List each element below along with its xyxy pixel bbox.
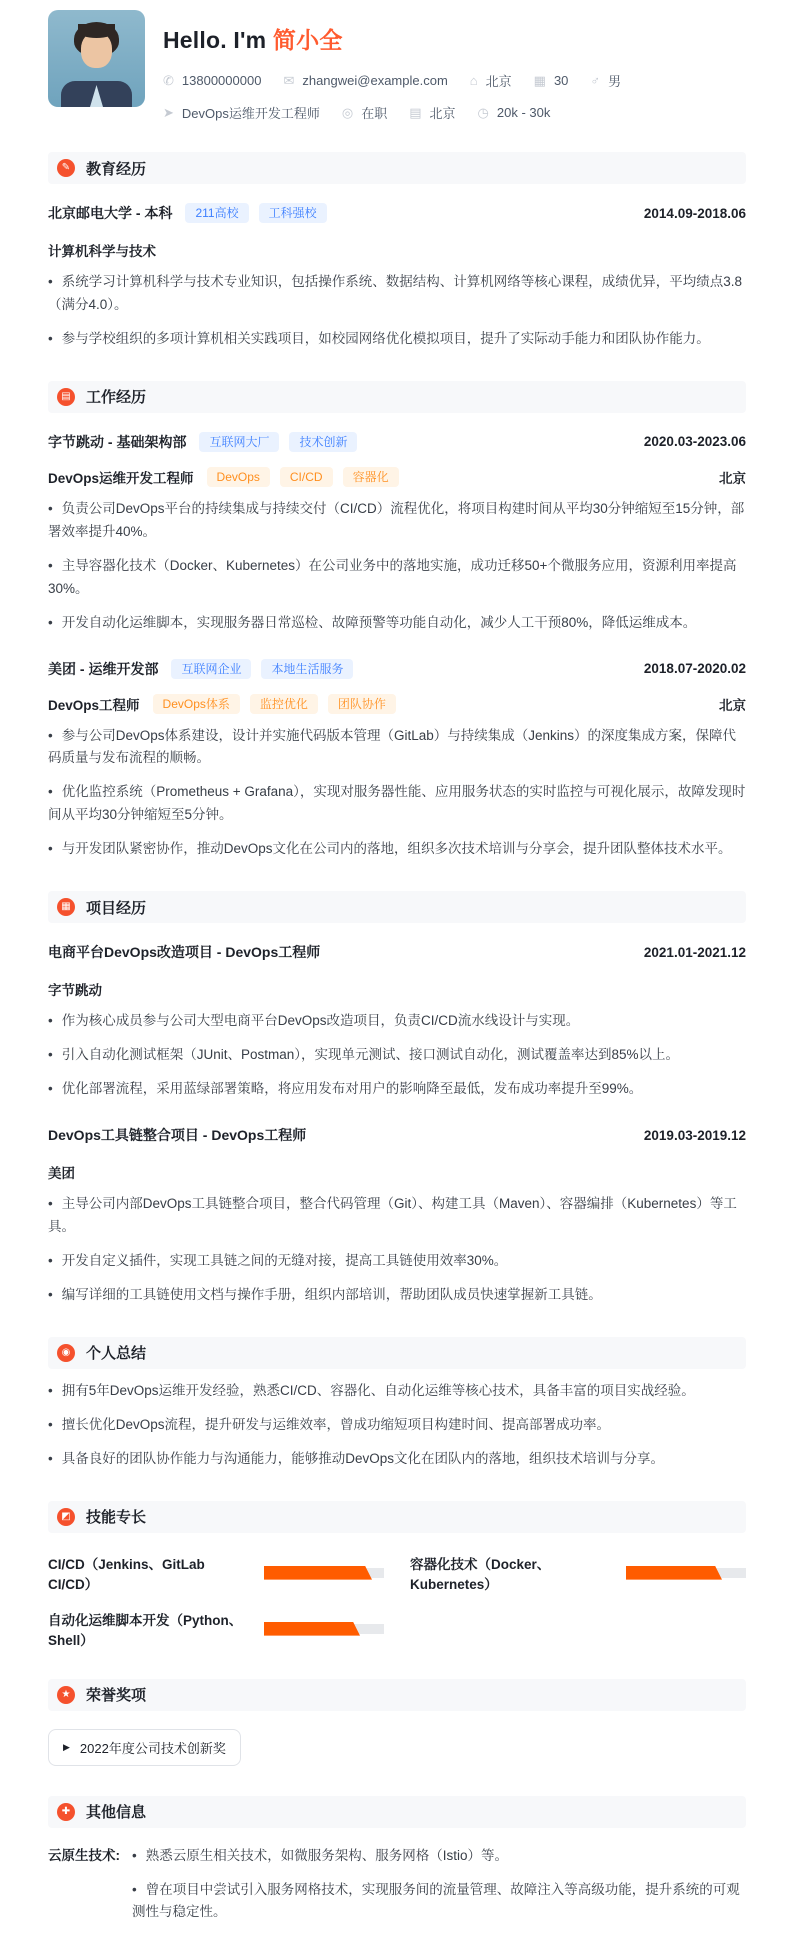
school-tags <box>185 203 326 223</box>
project-entry-header <box>48 942 746 962</box>
work-bullet: • 与开发团队紧密协作，推动DevOps文化在公司内的落地，组织多次技术培训与分享会，提升团队整体技术水平。 <box>48 841 732 857</box>
work-bullet: • 主导容器化技术（Docker、Kubernetes）在公司业务中的落地实施，成功迁移50+个微服务应用，资源利用率提高30%。 <box>48 557 737 596</box>
skill-label: 容器化技术（Docker、Kubernetes） <box>410 1556 551 1592</box>
project-name: 电商平台DevOps改造项目 - DevOps工程师 <box>48 944 321 961</box>
section-header-other <box>48 1796 746 1828</box>
bullet-dot: • <box>48 1416 53 1432</box>
section-header-education <box>48 152 746 184</box>
city-item <box>409 103 455 122</box>
project-company: 字节跳动 <box>48 983 102 999</box>
page-title <box>163 22 746 55</box>
role-tag: 容器化 <box>343 467 399 487</box>
mail-icon: ✉ <box>283 72 295 88</box>
education-date: 2014.09-2018.06 <box>643 205 746 221</box>
project-bullet: • 编写详细的工具链使用文档与操作手册，组织内部培训，帮助团队成员快速掌握新工具链。 <box>48 1286 602 1302</box>
bullet-dot: • <box>48 1252 53 1268</box>
summary-bullet: • 具备良好的团队协作能力与沟通能力，能够推动DevOps文化在团队内的落地，组织技术培训与分享。 <box>48 1450 664 1466</box>
section-header-honors <box>48 1679 746 1711</box>
education-icon: ✎ <box>57 159 75 177</box>
summary-bullet: • 擅长优化DevOps流程，提升研发与运维效率，曾成功缩短项目构建时间、提高部署成功率。 <box>48 1416 610 1432</box>
email-item <box>283 73 447 89</box>
bullet-dot: • <box>48 1286 53 1302</box>
role-tags <box>207 467 399 487</box>
phone-icon: ✆ <box>163 72 174 88</box>
bullet-dot: • <box>48 557 53 573</box>
other-bullet: • 熟悉云原生相关技术，如微服务架构、服务网格（Istio）等。 <box>132 1847 508 1863</box>
bullet-dot: • <box>48 274 53 289</box>
skill-bar-fill <box>264 1622 360 1636</box>
section-title: 项目经历 <box>86 899 147 917</box>
expand-triangle-icon: ▶ <box>63 1741 70 1752</box>
header-info <box>163 10 746 122</box>
work-date: 2020.03-2023.06 <box>643 434 746 450</box>
role-tag: 团队协作 <box>328 694 396 714</box>
summary-icon: ◉ <box>57 1344 75 1362</box>
company-tag: 本地生活服务 <box>261 659 353 679</box>
contact-row-1 <box>163 71 746 90</box>
other-info-row <box>48 1834 746 1925</box>
project-name: DevOps工具链整合项目 - DevOps工程师 <box>48 1127 307 1143</box>
role-title: DevOps运维开发工程师 <box>48 470 194 486</box>
education-bullet: • 系统学习计算机科学与技术专业知识，包括操作系统、数据结构、计算机网络等核心课程，成绩优异，平均绩点3.8（满分4.0）。 <box>48 274 742 312</box>
location-item <box>470 71 512 90</box>
role-tags <box>153 694 396 714</box>
work-bullet: • 负责公司DevOps平台的持续集成与持续交付（CI/CD）流程优化，将项目构建时间从平均30分钟缩短至15分钟，部署效率提升40%。 <box>48 500 745 539</box>
project-bullet: • 引入自动化测试框架（JUnit、Postman），实现单元测试、接口测试自动化，测试覆盖率达到85%以上。 <box>48 1047 680 1063</box>
work-bullet: • 优化监控系统（Prometheus + Grafana），实现对服务器性能、应用服务状态的实时监控与可视化展示，故障发现时间从平均30分钟缩短至5分钟。 <box>48 784 746 823</box>
section-header-summary <box>48 1337 746 1369</box>
bullet-dot: • <box>48 1047 53 1063</box>
bullet-dot: • <box>132 1881 137 1897</box>
bullet-dot: • <box>48 1196 53 1211</box>
skill-item <box>48 1609 384 1649</box>
project-bullet: • 作为核心成员参与公司大型电商平台DevOps改造项目，负责CI/CD流水线设计与实现。 <box>48 1013 580 1029</box>
company-name: 美团 - 运维开发部 <box>48 660 159 677</box>
bullet-dot: • <box>48 841 53 857</box>
work-entry-header <box>48 432 746 452</box>
role-tag: DevOps <box>207 467 270 487</box>
bullet-dot: • <box>48 330 53 346</box>
work-location: 北京 <box>719 470 746 486</box>
gender-item <box>590 71 621 90</box>
work-bullet: • 参与公司DevOps体系建设，设计并实施代码版本管理（GitLab）与持续集成（Jenkins）的深度集成方案，保障代码质量与发布流程的顺畅。 <box>48 727 737 766</box>
skills-icon: ◩ <box>57 1508 75 1526</box>
candidate-name: 简小全 <box>272 27 343 53</box>
major-name: 计算机科学与技术 <box>48 244 156 259</box>
bullet-dot: • <box>48 500 53 516</box>
project-company: 美团 <box>48 1166 75 1181</box>
work-bullet: • 开发自动化运维脚本，实现服务器日常巡检、故障预警等功能自动化，减少人工干预80%，降低运维成本。 <box>48 614 697 630</box>
age-value: 30 <box>553 73 569 88</box>
work-role-row <box>48 467 746 487</box>
education-bullet: • 参与学校组织的多项计算机相关实践项目，如校园网络优化模拟项目，提升了实际动手能力和团队协作能力。 <box>48 330 710 346</box>
school-name: 北京邮电大学 - 本科 <box>48 205 173 221</box>
skill-label: 自动化运维脚本开发（Python、Shell） <box>48 1612 243 1648</box>
section-header-skills <box>48 1501 746 1533</box>
skill-bar <box>264 1624 384 1634</box>
project-date: 2021.01-2021.12 <box>643 944 746 960</box>
company-tag: 技术创新 <box>289 432 357 452</box>
section-header-work <box>48 381 746 413</box>
section-title: 技能专长 <box>86 1509 147 1527</box>
section-title: 个人总结 <box>86 1345 147 1363</box>
other-bullet: • 曾在项目中尝试引入服务网格技术，实现服务间的流量管理、故障注入等高级功能，提升系统的可观测性与稳定性。 <box>132 1881 740 1920</box>
city-value: 北京 <box>429 106 456 121</box>
projects-icon: ▦ <box>57 898 75 916</box>
work-date: 2018.07-2020.02 <box>643 661 746 676</box>
position-value: DevOps运维开发工程师 <box>181 106 320 121</box>
location-value: 北京 <box>485 74 512 89</box>
city-icon: ▤ <box>409 104 422 120</box>
company-tag: 互联网企业 <box>171 659 251 679</box>
other-label: 云原生技术: <box>48 1847 120 1863</box>
job-status-value: 在职 <box>361 106 388 121</box>
work-entry-header <box>48 659 746 679</box>
other-icon: ✚ <box>57 1803 75 1821</box>
role-title: DevOps工程师 <box>48 697 140 713</box>
position-icon: ➤ <box>163 104 174 120</box>
honor-expand-button[interactable] <box>48 1729 241 1766</box>
avatar <box>48 10 145 107</box>
summary-body <box>48 1380 746 1471</box>
role-tag: DevOps体系 <box>153 694 240 714</box>
role-tag: 监控优化 <box>250 694 318 714</box>
age-icon: ▦ <box>533 72 546 88</box>
skill-item <box>410 1553 746 1593</box>
location-icon: ⌂ <box>469 73 478 88</box>
resume-header <box>48 10 746 122</box>
greeting-text: Hello. I'm <box>163 27 267 53</box>
skill-label: CI/CD（Jenkins、GitLab CI/CD） <box>48 1556 205 1592</box>
work-role-row <box>48 694 746 714</box>
company-name: 字节跳动 - 基础架构部 <box>48 433 187 450</box>
salary-value: 20k - 30k <box>496 105 551 120</box>
other-bullets <box>132 1834 746 1925</box>
company-tag: 互联网大厂 <box>199 432 279 452</box>
skill-bar-fill <box>626 1566 722 1580</box>
summary-bullet: • 拥有5年DevOps运维开发经验，熟悉CI/CD、容器化、自动化运维等核心技术，具备丰富的项目实战经验。 <box>48 1382 695 1398</box>
project-bullet: • 主导公司内部DevOps工具链整合项目，整合代码管理（Git）、构建工具（Maven）、容器编排（Kubernetes）等工具。 <box>48 1196 737 1234</box>
salary-icon: ◷ <box>477 104 489 120</box>
bullet-dot: • <box>48 1450 53 1466</box>
contact-row-2 <box>163 103 746 122</box>
bullet-dot: • <box>132 1847 137 1863</box>
section-title: 工作经历 <box>86 389 147 407</box>
school-tag: 211高校 <box>185 203 248 223</box>
avatar-fringe <box>78 24 115 38</box>
honor-label: 2022年度公司技术创新奖 <box>79 1740 226 1756</box>
role-tag: CI/CD <box>280 467 333 487</box>
job-status-icon: ◎ <box>341 104 354 120</box>
phone-value: 13800000000 <box>181 73 262 88</box>
school-tag: 工科强校 <box>259 203 327 223</box>
bullet-dot: • <box>48 1382 53 1398</box>
bullet-dot: • <box>48 727 53 743</box>
salary-item <box>478 105 551 121</box>
project-entry-header <box>48 1125 746 1145</box>
job-status-item <box>342 103 387 122</box>
company-tags <box>199 432 357 452</box>
bullet-dot: • <box>48 1013 53 1029</box>
section-title: 教育经历 <box>86 160 147 178</box>
section-header-projects <box>48 891 746 923</box>
education-entry-header <box>48 203 746 223</box>
work-location: 北京 <box>719 697 746 713</box>
bullet-dot: • <box>48 614 53 630</box>
work-icon: ▤ <box>57 388 75 406</box>
skill-bar-fill <box>264 1566 372 1580</box>
project-bullet: • 开发自定义插件，实现工具链之间的无缝对接，提高工具链使用效率30%。 <box>48 1252 508 1268</box>
bullet-dot: • <box>48 784 53 800</box>
position-item <box>163 103 320 122</box>
company-tags <box>171 659 353 679</box>
bullet-dot: • <box>48 1081 53 1097</box>
section-title: 荣誉奖项 <box>86 1687 147 1705</box>
skill-bar <box>626 1568 746 1578</box>
honors-icon: ★ <box>57 1686 75 1704</box>
section-title: 其他信息 <box>86 1804 147 1822</box>
email-value: zhangwei@example.com <box>302 73 448 88</box>
age-item <box>534 73 569 89</box>
skill-item <box>48 1553 384 1593</box>
gender-value: 男 <box>608 74 622 89</box>
phone-item <box>163 73 261 89</box>
project-bullet: • 优化部署流程，采用蓝绿部署策略，将应用发布对用户的影响降至最低，发布成功率提升至99%。 <box>48 1081 643 1097</box>
gender-icon: ♂ <box>590 73 601 88</box>
skill-bar <box>264 1568 384 1578</box>
project-date: 2019.03-2019.12 <box>643 1127 746 1143</box>
skills-grid <box>48 1553 746 1649</box>
